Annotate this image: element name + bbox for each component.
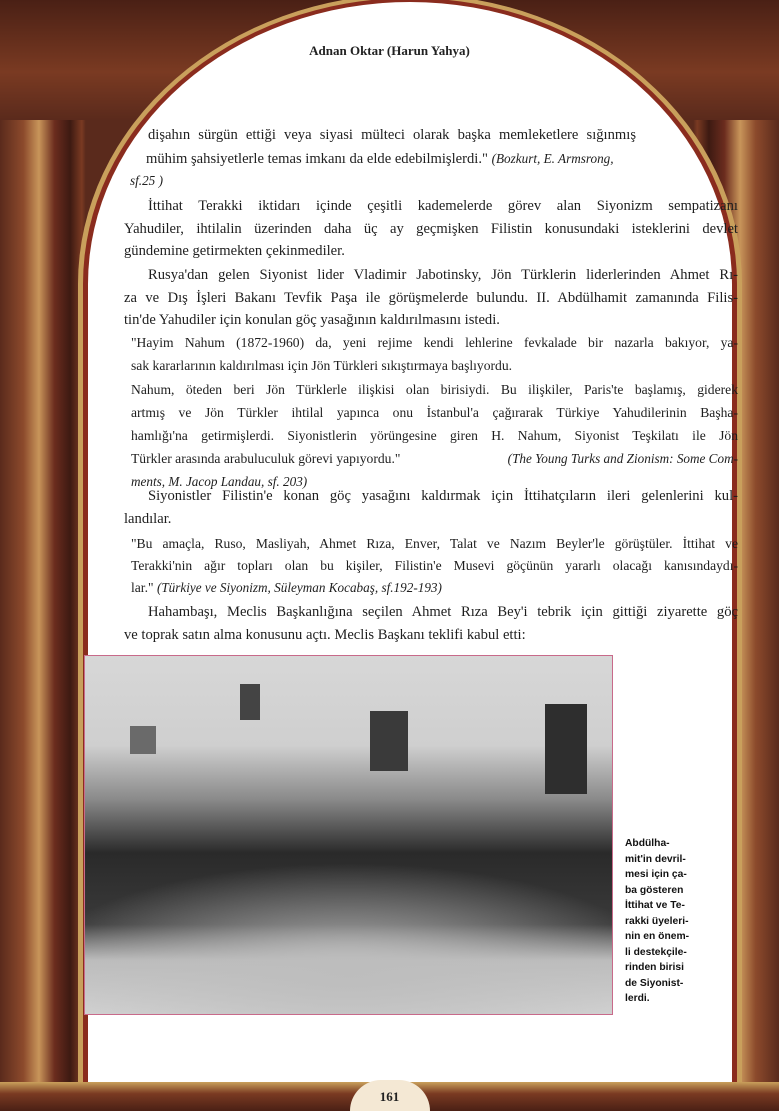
quote-line: artmış ve Jön Türkler ihtilal yapınca onu İstanbul'a çağırarak Türkiye Yahudilerinin Başha- bbox=[131, 405, 738, 420]
caption-line: rinden birisi bbox=[625, 962, 684, 973]
quote-line bbox=[131, 579, 442, 597]
quote-line: "Bu amaçla, Ruso, Masliyah, Ahmet Rıza, Enver, Talat ve Nazım Beyler'le görüştüler. İttihat ve bbox=[131, 536, 738, 551]
text-line: tin'de Yahudiler için konulan göç yasağının kaldırılmasını istedi. bbox=[124, 312, 500, 328]
quote-line: Terakki'nin ağır topları olan bu kişiler, Filistin'e Musevi göçünün yararlı olacağı kanısındaydı- bbox=[131, 558, 738, 573]
photo-window bbox=[130, 726, 156, 754]
text-line: İttihat Terakki iktidarı içinde çeşitli kademelerde görev alan Siyonizm sempatizanı bbox=[148, 198, 738, 214]
quote-line: "Hayim Nahum (1872-1960) da, yeni rejime kendi lehlerine fevkalade bir nazarla bakıyor, ya- bbox=[131, 335, 738, 350]
text-line: landılar. bbox=[124, 511, 172, 527]
photo-doorway bbox=[370, 711, 408, 771]
text-line: Yahudiler, ihtilalin üzerinden daha üç ay geçmişken Filistin konusundaki isteklerini devlet bbox=[124, 221, 738, 237]
caption-line: mit'in devril- bbox=[625, 853, 686, 865]
quote-line: Nahum, öteden beri Jön Türklerle ilişkisi olan birisiydi. Bu ilişkiler, Paris'te başlamış, giderek bbox=[131, 382, 738, 397]
text-line: Hahambaşı, Meclis Başkanlığına seçilen Ahmet Rıza Bey'i tebrik için gittiği ziyarette göç bbox=[148, 604, 738, 620]
caption-line: ba gösteren bbox=[625, 884, 684, 896]
text-line bbox=[146, 150, 614, 168]
citation: (Türkiye ve Siyonizm, Süleyman Kocabaş, sf.192-193) bbox=[156, 580, 442, 595]
photo-window bbox=[240, 684, 260, 720]
running-header: Adnan Oktar (Harun Yahya) bbox=[309, 43, 470, 58]
caption-line: İttihat ve Te- bbox=[625, 900, 685, 911]
citation bbox=[130, 172, 163, 190]
quote-line: sak kararlarının kaldırılması için Jön Türkleri sıkıştırmaya başlıyordu. bbox=[131, 358, 513, 373]
caption-line: li destekçile- bbox=[625, 946, 687, 958]
quote-text: Türkler arasında arabuluculuk görevi yapıyordu." bbox=[131, 451, 401, 466]
quote-line bbox=[131, 450, 738, 468]
text-line: Rusya'dan gelen Siyonist lider Vladimir Jabotinsky, Jön Türklerin liderlerinden Ahmet Rı- bbox=[148, 267, 738, 283]
text-line: Siyonistler Filistin'e konan göç yasağını kaldırmak için İttihatçıların ileri gelenlerini kul- bbox=[148, 488, 738, 504]
historical-group-photo bbox=[84, 655, 613, 1015]
citation-text: sf.25 ) bbox=[130, 173, 163, 188]
quote-text: lar." bbox=[131, 580, 154, 595]
quote-line: hamlığı'na getirmişlerdi. Siyonistlerin yörüngesine giren H. Nahum, Siyonist Teşkilatı ile Jön bbox=[131, 428, 738, 443]
page-number: 161 bbox=[379, 1089, 400, 1104]
text-line: dişahın sürgün ettiği veya siyasi mülteci olarak başka memleketlere sığınmış bbox=[148, 127, 636, 143]
citation-text: ments, M. Jacop Landau, sf. 203) bbox=[131, 474, 308, 489]
citation: (Bozkurt, E. Armsrong, bbox=[491, 151, 614, 166]
caption-line: Abdülha- bbox=[625, 838, 670, 849]
caption-line: de Siyonist- bbox=[625, 977, 684, 989]
caption-line: lerdi. bbox=[625, 993, 650, 1004]
text-line: za ve Dış İşleri Bakanı Tevfik Paşa ile görüşmelerde bulundu. II. Abdülhamit zamanında Filis- bbox=[124, 290, 738, 306]
quote-text: mühim şahsiyetlerle temas imkanı da elde edebilmişlerdi." bbox=[146, 151, 488, 167]
text-line: gündemine getirmekten çekinmediler. bbox=[124, 243, 345, 259]
photo-doorway bbox=[545, 704, 587, 794]
citation: (The Young Turks and Zionism: Some Com- bbox=[507, 451, 738, 466]
caption-line: mesi için ça- bbox=[625, 869, 687, 880]
text-line: ve toprak satın alma konusunu açtı. Meclis Başkanı teklifi kabul etti: bbox=[124, 627, 526, 643]
caption-line: nin en önem- bbox=[625, 931, 690, 942]
photo-caption bbox=[625, 836, 715, 1007]
caption-line: rakki üyeleri- bbox=[625, 915, 689, 927]
